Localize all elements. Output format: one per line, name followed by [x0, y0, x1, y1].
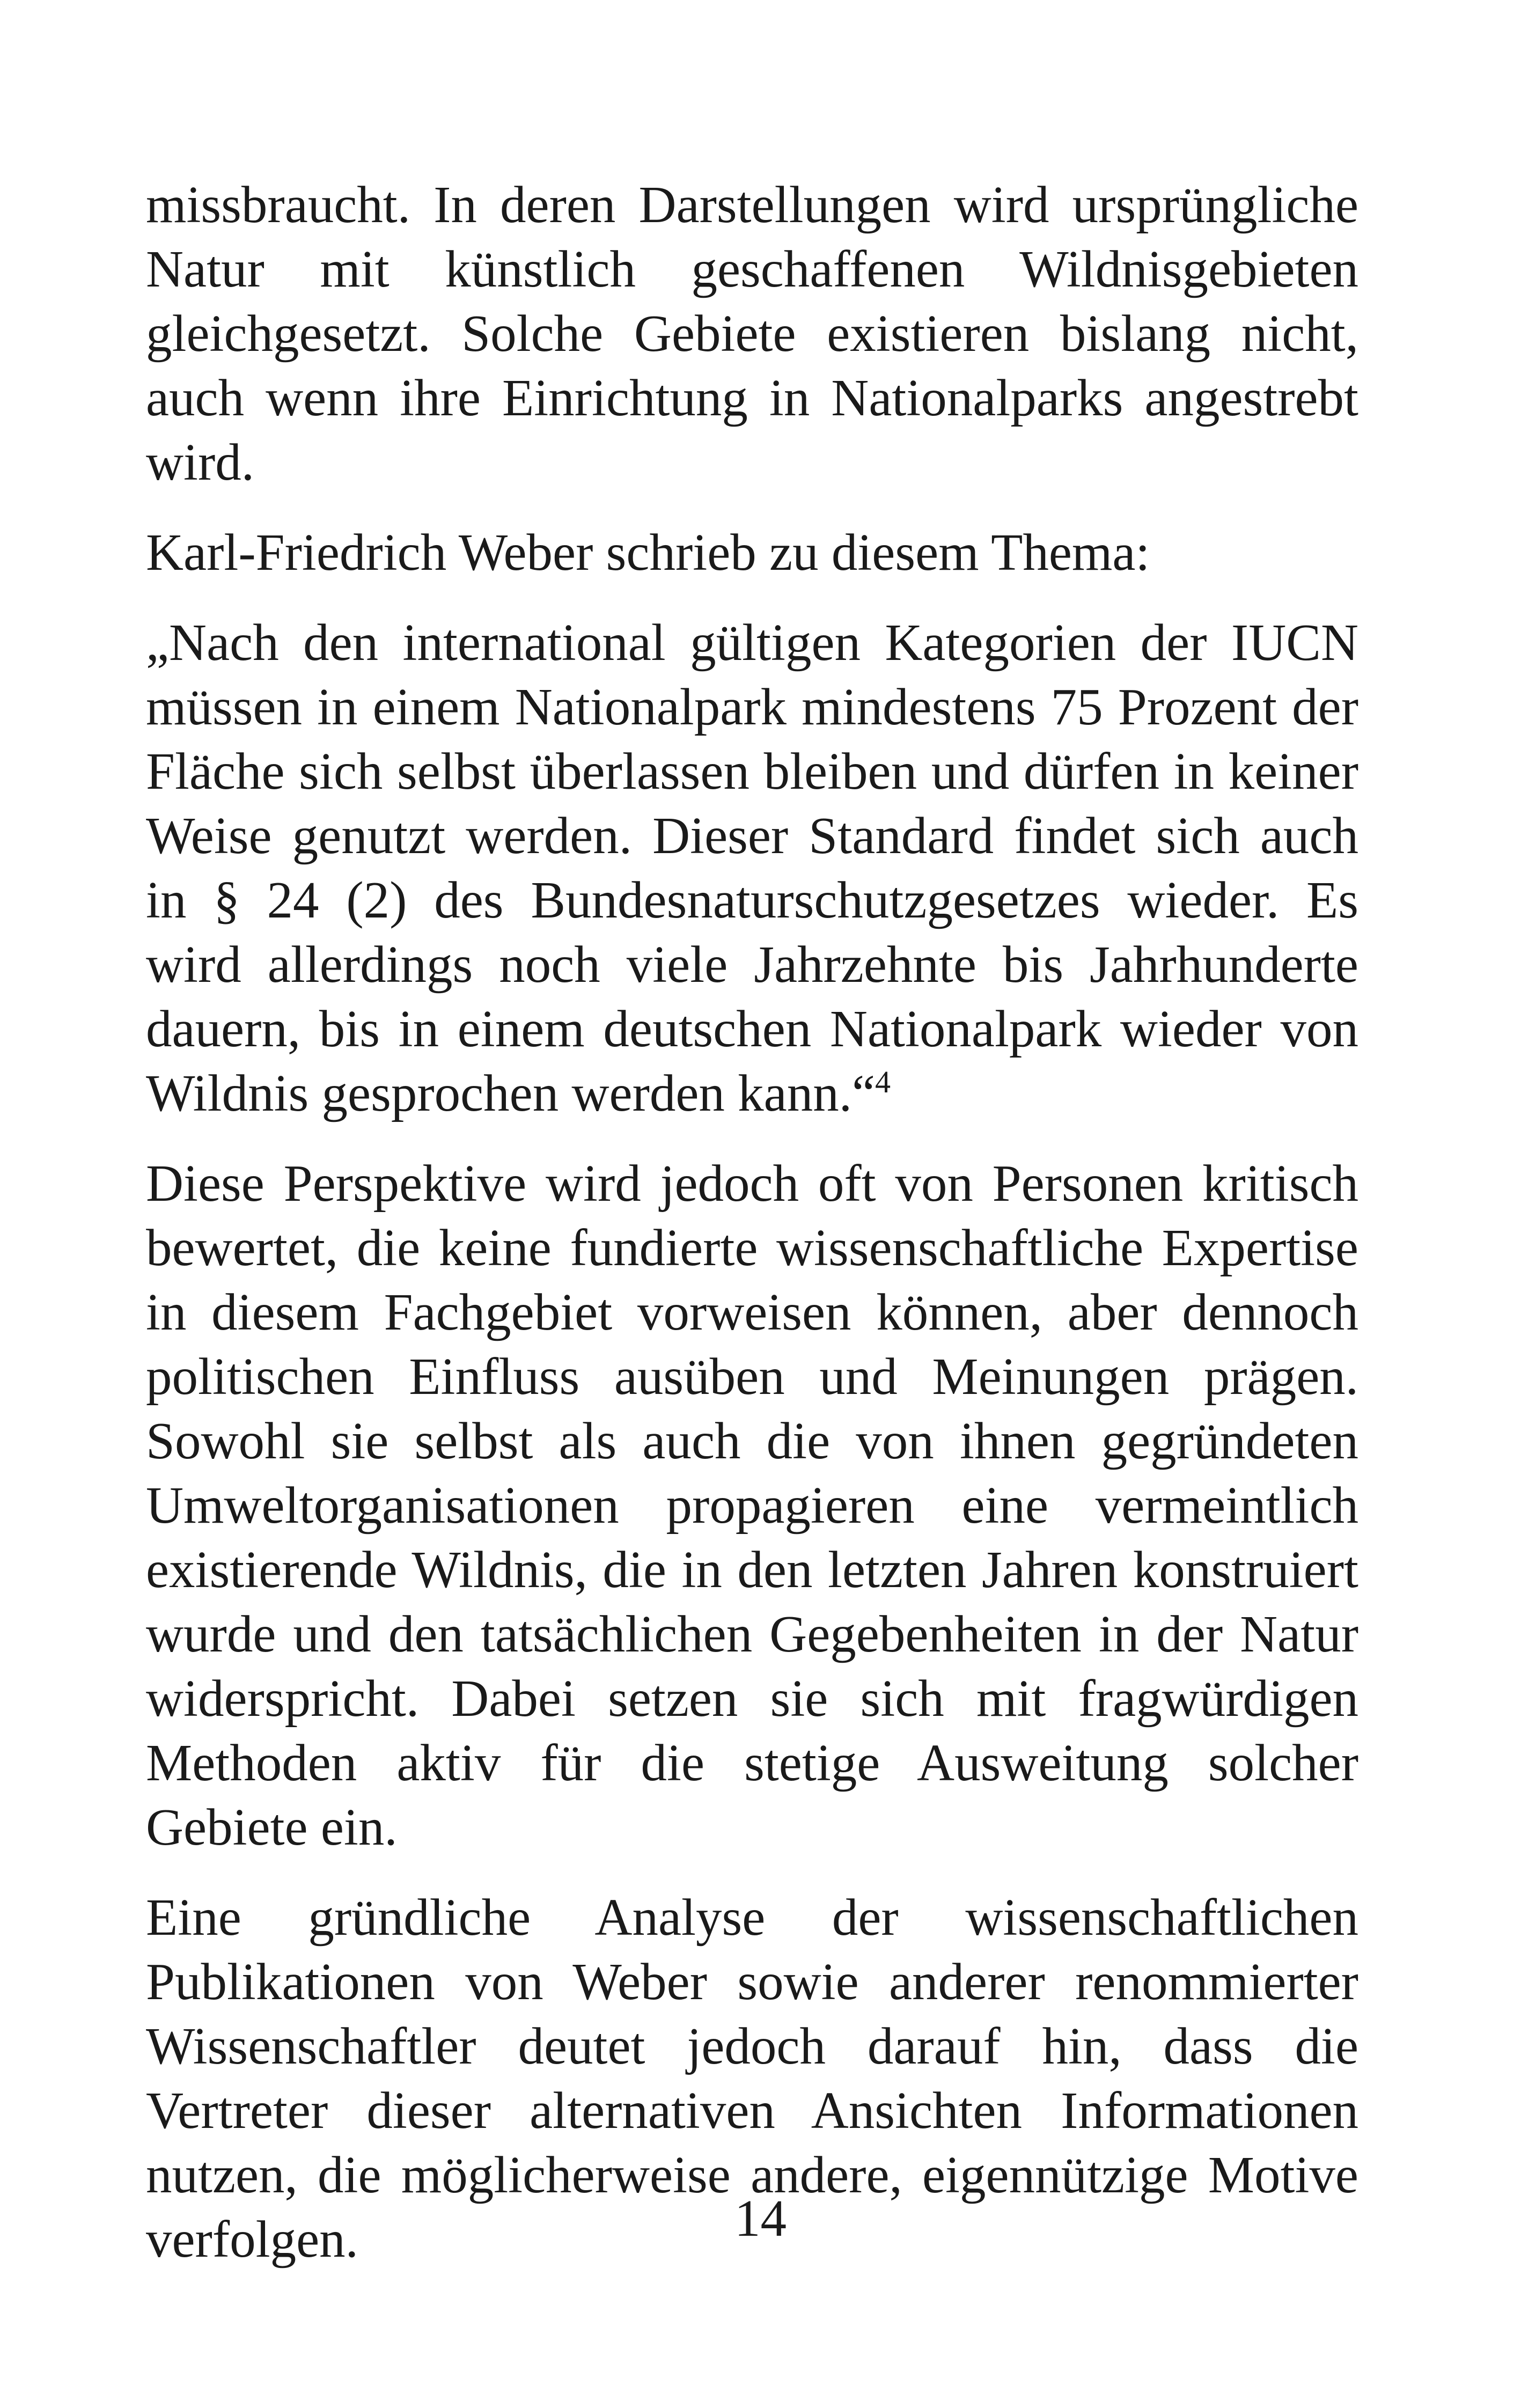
body-text — [146, 173, 1358, 2272]
quote-text: „Nach den international gültigen Kategorien der IUCN müssen in einem Nationalpark mindestens 75 Prozent der Fläche sich selbst überlassen bleiben und dürfen in keiner Weise genutzt werden. Dieser Standard findet sich auch in § 24 (2) des Bundesnaturschutzgesetzes wieder. Es wird allerdings noch viele Jahrzehnte bis Jahrhunderte dauern, bis in einem deutschen Nationalpark wieder von Wildnis gesprochen werden kann.“ — [146, 614, 1358, 1122]
paragraph-quote-intro: Karl-Friedrich Weber schrieb zu diesem Thema: — [146, 524, 1150, 581]
page-number: 14 — [734, 2190, 787, 2247]
paragraph-quote — [146, 611, 1358, 1126]
paragraph-analysis: Eine gründliche Analyse der wissenschaftlichen Publikationen von Weber sowie anderer renommierter Wissenschaftler deutet jedoch darauf hin, dass die Vertreter dieser alternativen Ansichten Informationen nutzen, die möglicherweise andere, eigennützige Motive verfolgen. — [146, 1889, 1358, 2268]
paragraph-perspective: Diese Perspektive wird jedoch oft von Personen kritisch bewertet, die keine fundierte wissenschaftliche Expertise in diesem Fachgebiet vorweisen können, aber dennoch politischen Einfluss ausüben und Meinungen prägen. Sowohl sie selbst als auch die von ihnen gegründeten Umweltorganisationen propagieren eine vermeintlich existierende Wildnis, die in den letzten Jahren konstruiert wurde und den tatsächlichen Gegebenheiten in der Natur widerspricht. Dabei setzen sie sich mit fragwürdigen Methoden aktiv für die stetige Ausweitung solcher Gebiete ein. — [146, 1155, 1358, 1856]
footnote-marker: 4 — [875, 1064, 891, 1099]
paragraph-continuation: missbraucht. In deren Darstellungen wird ursprüngliche Natur mit künstlich geschaffenen Wildnisgebieten gleichgesetzt. Solche Gebiete existieren bislang nicht, auch wenn ihre Einrichtung in Nationalparks angestrebt wird. — [146, 176, 1358, 491]
